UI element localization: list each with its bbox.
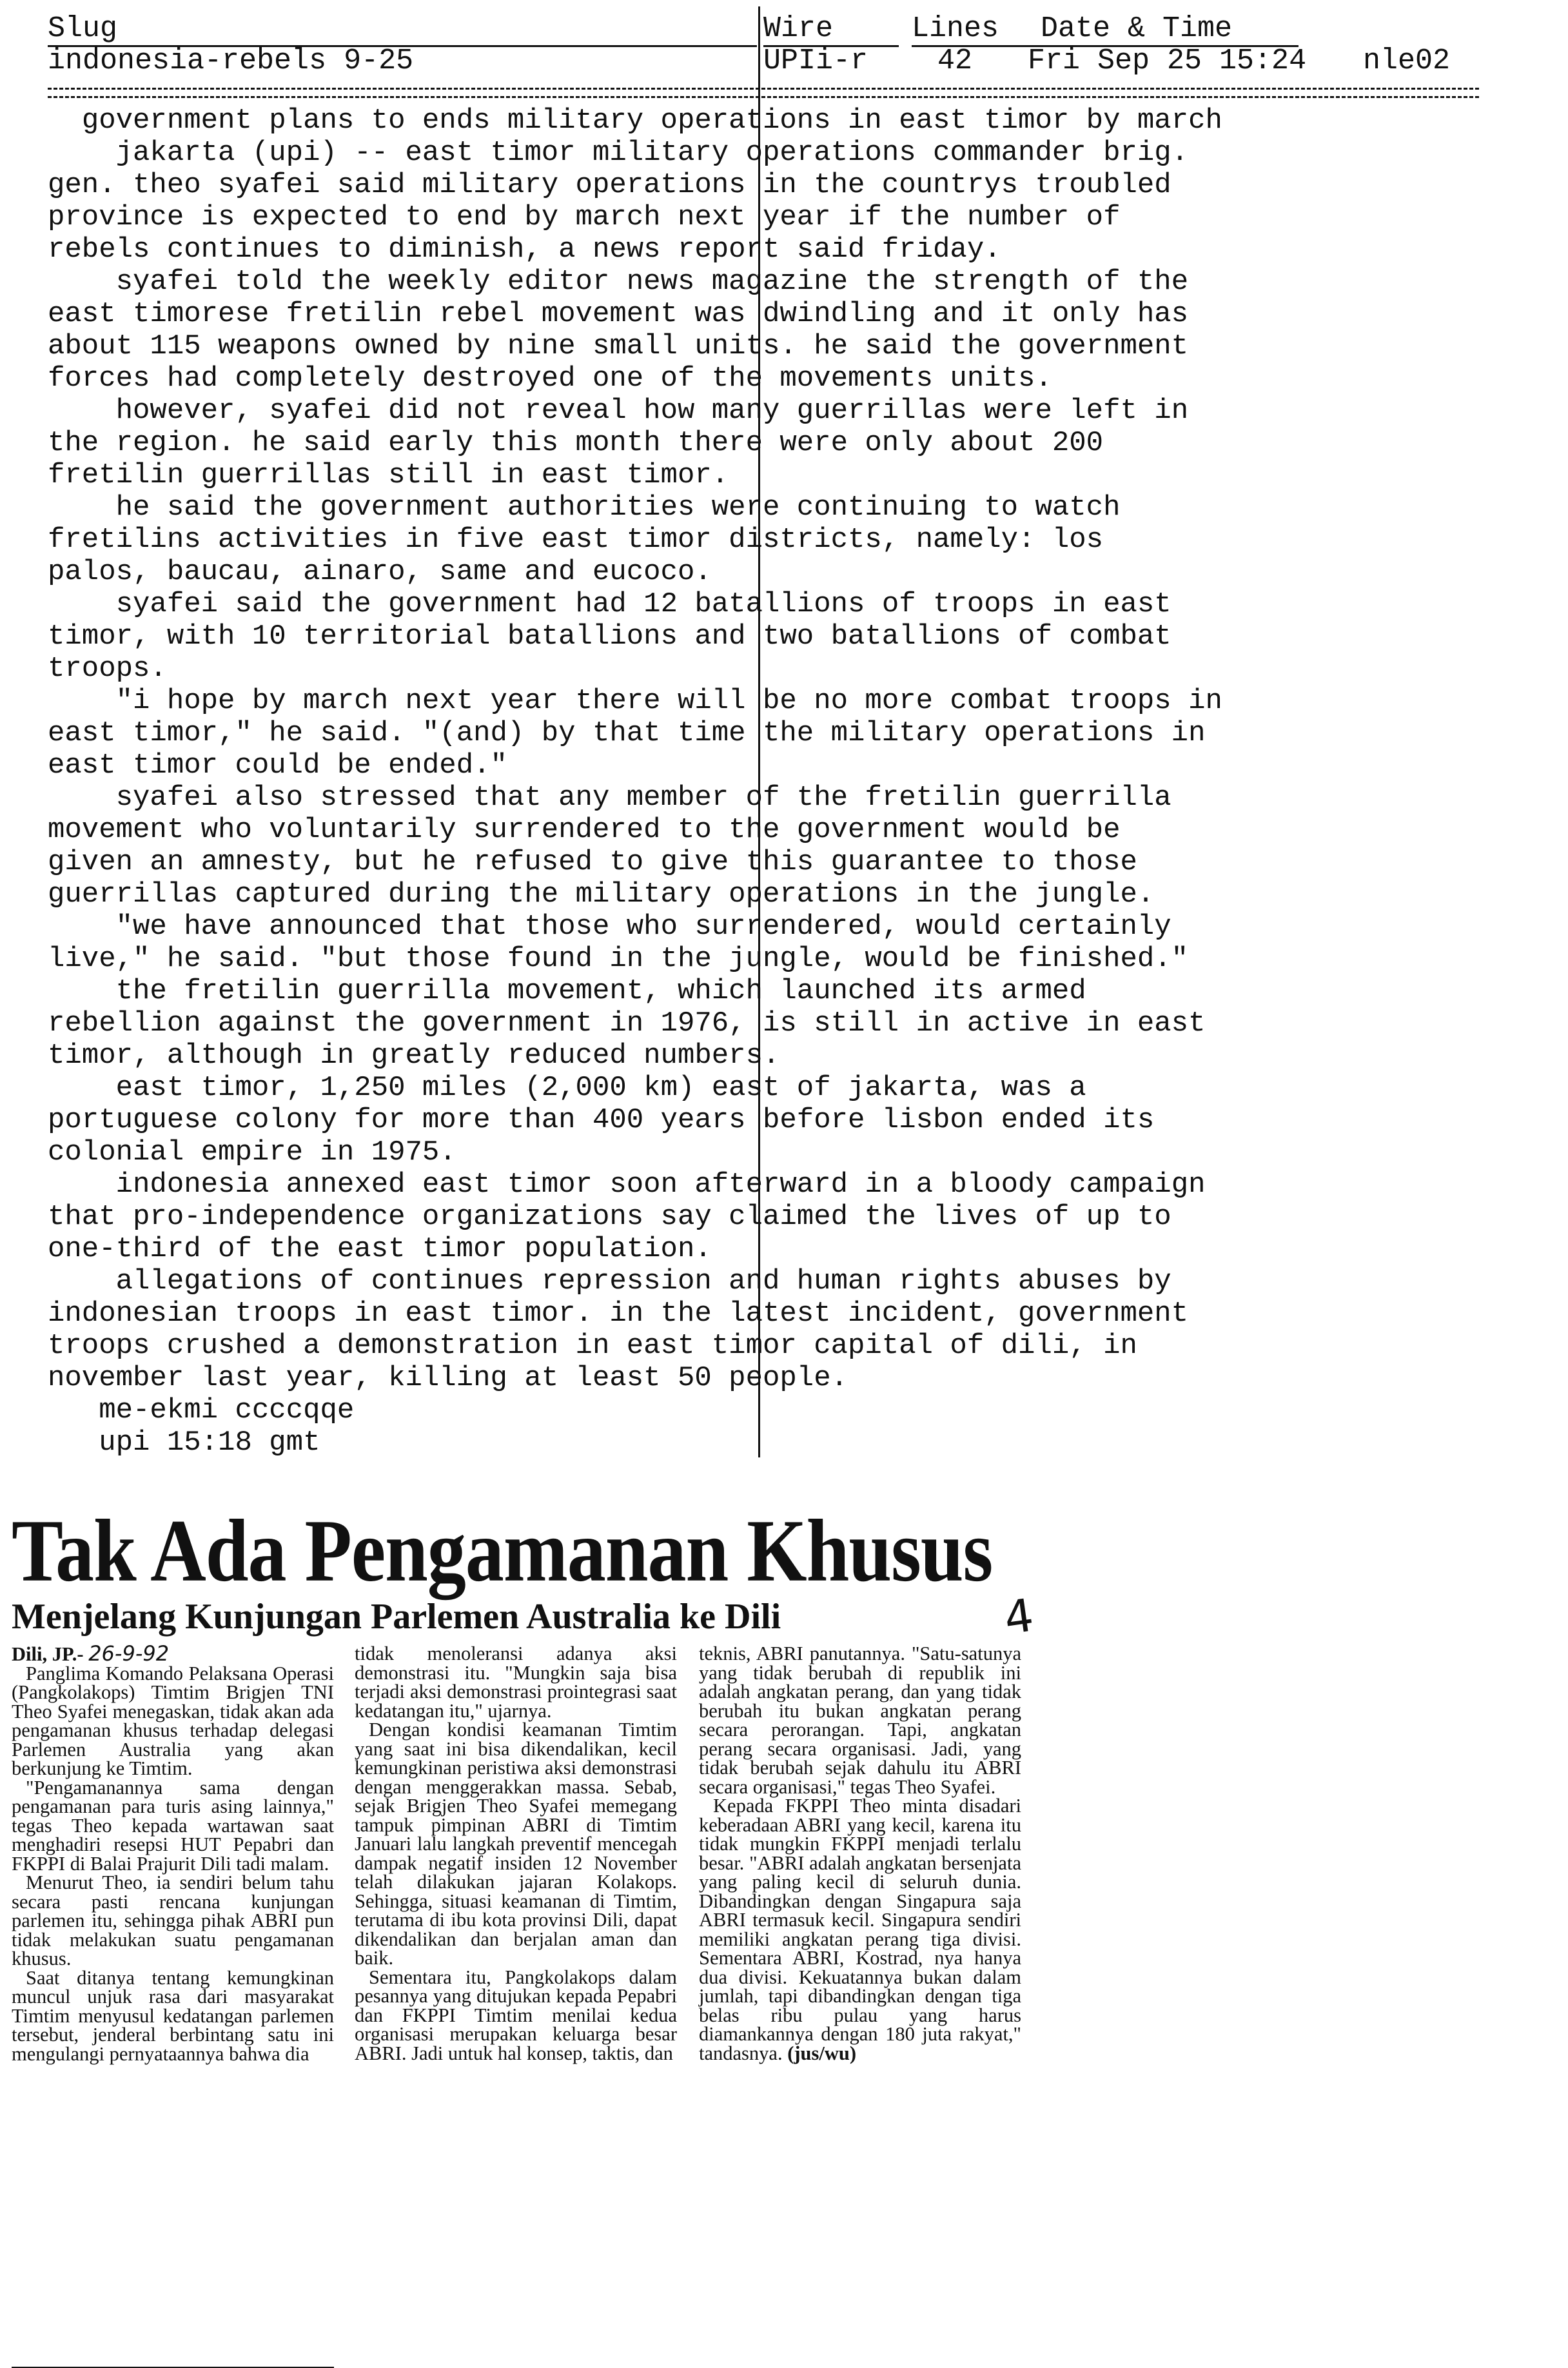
wire-headline: government plans to ends military operations in east timor by march [48, 104, 1222, 137]
wire-value: UPIi-r [763, 44, 868, 77]
wire-header-labels [48, 13, 1479, 45]
wire-signoff-code: me-ekmi ccccqqe [48, 1394, 355, 1426]
wire-paragraph: however, syafei did not reveal how many guerrillas were left in the region. he said early this month there were only about 200 fretilin guerrillas still in east timor. [48, 395, 1189, 491]
handwritten-date: 26-9-92 [88, 1641, 170, 1666]
wire-story [48, 104, 1492, 1459]
date-time-label: Date & Time [1041, 13, 1298, 47]
dateline-paragraph [12, 1641, 334, 1666]
clipping-headline: Tak Ada Pengamanan Khusus [12, 1501, 993, 1600]
story-code: nle02 [1363, 44, 1451, 77]
wire-paragraph: the fretilin guerrilla movement, which launched its armed rebellion against the government in 1976, is still in active in east timor, although in greatly reduced numbers. [48, 975, 1206, 1072]
wire-paragraph: he said the government authorities were continuing to watch fretilins activities in five east timor districts, namely: los palos, baucau, ainaro, same and eucoco. [48, 491, 1121, 588]
wire-paragraph: jakarta (upi) -- east timor military operations commander brig. gen. theo syafei said military operations in the countrys troubled province is expected to end by march next year if the number of rebels continues to diminish, a news report said friday. [48, 137, 1189, 266]
byline-credit: (jus/wu) [787, 2042, 856, 2064]
article-paragraph: Dengan kondisi keamanan Timtim yang saat ini bisa dikendalikan, kecil kemungkinan peristiwa aksi demonstrasi dengan menggerakkan massa. Sebab, sejak Brigjen Theo Syafei memegang tampuk pimpinan ABRI di Timtim Januari lalu langkah preventif mencegah dampak negatif insiden 12 November telah dilakukan jajaran Kolakops. Sehingga, situasi keamanan di Timtim, terutama di ibu kota provinsi Dili, dapat dikendalikan dan berjalan aman dan baik. [355, 1719, 677, 1969]
wire-paragraph: syafei told the weekly editor news magazine the strength of the east timorese fretilin rebel movement was dwindling and it only has about 115 weapons owned by nine small units. he said the government forces had completely destroyed one of the movements units. [48, 266, 1189, 395]
article-columns [12, 1641, 1056, 2225]
article-paragraph: teknis, ABRI panutannya. "Satu-satunya yang tidak berubah di republik ini adalah angkatan perang, dan yang tidak berubah itu bukan angkatan perang secara perorangan. Tapi, angkatan perang secara organisasi. Jadi, yang tidak berubah sejak dahulu itu ABRI secara organisasi," tegas Theo Syafei. [699, 1643, 1021, 1798]
header-double-rule [48, 88, 1479, 98]
article-paragraph: "Pengamanannya sama dengan pengamanan para turis asing lainnya," tegas Theo kepada wartawan saat menghadiri resepsi HUT Pepabri dan FKPPI di Balai Prajurit Dili tadi malam. [12, 1776, 334, 1875]
slug-value: indonesia-rebels 9-25 [48, 44, 414, 77]
wire-paragraph: east timor, 1,250 miles (2,000 km) east of jakarta, was a portuguese colony for more than 400 years before lisbon ended its colonial empire in 1975. [48, 1072, 1155, 1169]
slug-label: Slug [48, 13, 757, 47]
date-time-value: Fri Sep 25 15:24 [1028, 44, 1307, 77]
article-column-2 [355, 1644, 677, 2063]
wire-paragraph: syafei also stressed that any member of the fretilin guerrilla movement who voluntarily surrendered to the government would be given an amnesty, but he refused to give this guarantee to those guerrillas captured during the military operations in the jungle. [48, 782, 1171, 911]
article-column-1 [12, 1641, 334, 2065]
wire-label: Wire [763, 13, 899, 47]
wire-paragraph: syafei said the government had 12 batallions of troops in east timor, with 10 territorial batallions and two batallions of combat troops. [48, 588, 1171, 685]
article-paragraph: tidak menoleransi adanya aksi demonstrasi itu. "Mungkin saja bisa terjadi aksi demonstrasi prointegrasi saat kedatangan itu," ujarnya. [355, 1643, 677, 1722]
wire-paragraph: indonesia annexed east timor soon afterward in a bloody campaign that pro-independence organizations say claimed the lives of up to one-third of the east timor population. [48, 1169, 1206, 1265]
dateline: Dili, JP.- [12, 1643, 84, 1665]
article-paragraph: Menurut Theo, ia sendiri belum tahu secara pasti rencana kunjungan parlemen itu, sehingga pihak ABRI pun tidak melakukan suatu pengamanan khusus. [12, 1871, 334, 1969]
newspaper-clipping [12, 1501, 1056, 2065]
article-column-3 [699, 1644, 1021, 2063]
wire-signoff-time: upi 15:18 gmt [48, 1426, 320, 1459]
article-paragraph-text: Kepada FKPPI Theo minta disadari keberadaan ABRI yang kecil, karena itu tidak mungkin FKPPI menjadi terlalu besar. "ABRI adalah angkatan bersenjata yang paling kecil di seluruh dunia. Dibandingkan dengan Singapura saja ABRI termasuk kecil. Singapura sendiri memiliki angkatan perang tiga divisi. Sementara ABRI, Kostrad, nya hanya dua divisi. Kekuatannya bukan dalam jumlah, tapi dibandingkan dengan tiga belas ribu pulau yang harus diamankannya dengan 180 juta rakyat," tandasnya. [699, 1795, 1021, 2064]
wire-header [48, 13, 1479, 77]
article-paragraph-final [699, 1797, 1021, 2063]
wire-paragraph: "we have announced that those who surrendered, would certainly live," he said. "but those found in the jungle, would be finished." [48, 911, 1189, 975]
article-paragraph: Saat ditanya tentang kemungkinan muncul unjuk rasa dari masyarakat Timtim menyusul kedatangan parlemen tersebut, jenderal berbintang satu ini mengulangi pernyataannya bahwa dia [12, 1966, 334, 2065]
lines-value: 42 [937, 44, 973, 77]
clipping-subheadline: Menjelang Kunjungan Parlemen Australia ke Dili [12, 1597, 781, 1637]
wire-paragraph: allegations of continues repression and human rights abuses by indonesian troops in east timor. in the latest incident, government troops crushed a demonstration in east timor capital of dili, in november last year, killing at least 50 people. [48, 1265, 1189, 1394]
subheadline-row [12, 1588, 1056, 1646]
article-paragraph: Panglima Komando Pelaksana Operasi (Pangkolakops) Timtim Brigjen TNI Theo Syafei menegaskan, tidak akan ada pengamanan khusus terhadap delegasi Parlemen Australia yang akan berkunjung ke Timtim. [12, 1662, 334, 1779]
handwritten-mark: 4 [1001, 1588, 1037, 1645]
lines-label: Lines [912, 13, 1066, 47]
wire-paragraph: "i hope by march next year there will be no more combat troops in east timor," he said. "(and) by that time the military operations in east timor could be ended." [48, 685, 1222, 782]
article-paragraph: Sementara itu, Pangkolakops dalam pesannya yang ditujukan kepada Pepabri dan FKPPI Timtim menilai kedua organisasi merupakan keluarga besar ABRI. Jadi untuk hal konsep, taktis, dan [355, 1966, 677, 2064]
wire-header-values [48, 45, 1479, 77]
